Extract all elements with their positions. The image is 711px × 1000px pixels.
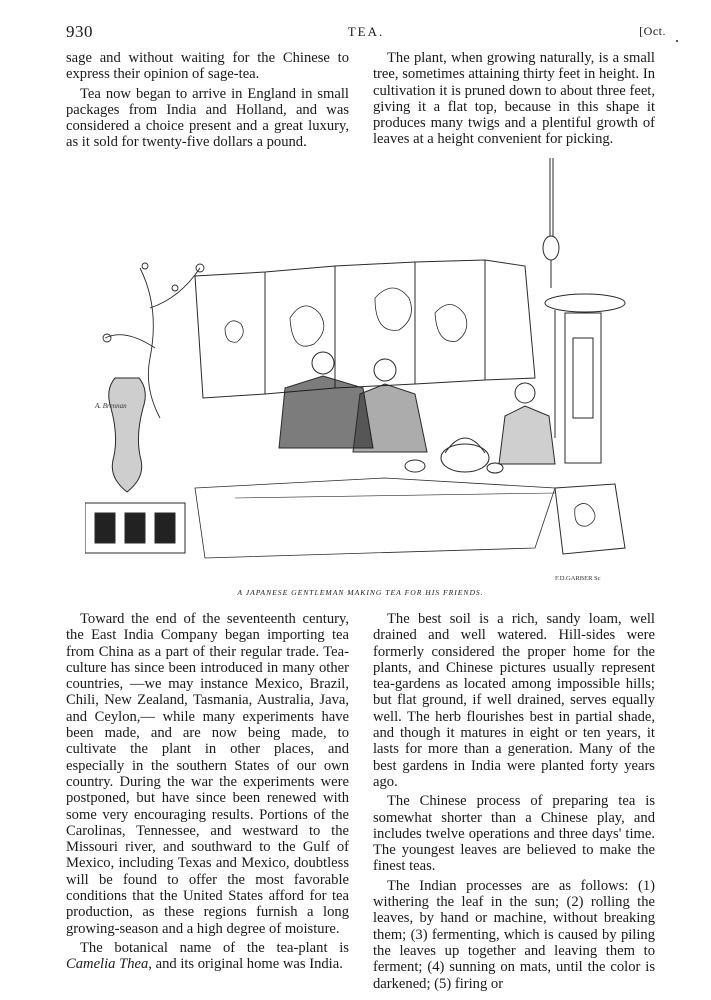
page-number: 930 xyxy=(66,22,93,41)
column-bottom-right xyxy=(373,611,655,992)
paragraph-soil: The best soil is a rich, sandy loam, well drained and well watered. Hill-sides were formerly considered the proper home for the plants, and Chinese pictures usually represent tea-gardens as located among impossible hills; but flat ground, if well drained, serves equally well. The herb flourishes best in partial shade, and though it matures in eight or ten years, it lasts for more than a generation. Many of the best gardens in India were planted forty years ago. xyxy=(373,611,655,790)
kneeling-host xyxy=(499,383,555,464)
print-speck xyxy=(676,40,678,42)
running-title: TEA. xyxy=(347,24,385,39)
engraver-signature: F.D.GARBER Sc xyxy=(555,575,601,582)
illustration-caption: A JAPANESE GENTLEMAN MAKING TEA FOR HIS FRIENDS. xyxy=(237,588,484,597)
tea-ceremony-engraving xyxy=(85,148,630,586)
seated-guest xyxy=(353,359,427,452)
paragraph-botanical-name: The botanical name of the tea-plant is Camelia Thea, and its original home was India. xyxy=(66,939,349,973)
paragraph-east-india-company: Toward the end of the seventeenth century, the East India Company began importing tea from China as a part of their regular trade. Tea-culture has since been introduced in many other countries, —we may instance Mexico, Brazil, Chili, New Zealand, Tasmania, Australia, Java, and Ceylon,— while many experiments have been made, and are now being made, to cultivate the plant in other places, and especially in the southern States of our own country. During the war the experiments were postponed, but have since been renewed with some very encouraging results. Portions of the Carolinas, Tennessee, and westward to the Missouri river, and southward to the Gulf of Mexico, including Texas and Mexico, doubtless will be found to offer the most favorable conditions that the United States afford for tea production, as these regions furnish a long growing-season and a high degree of moisture. xyxy=(66,611,349,937)
paragraph-sage-tea: sage and without waiting for the Chinese to express their opinion of sage-tea. xyxy=(66,50,349,83)
column-top-right xyxy=(373,50,655,148)
running-header xyxy=(66,22,666,44)
paragraph-chinese-process: The Chinese process of preparing tea is somewhat shorter than a Chinese play, and includes twelve operations and three days' time. The youngest leaves are believed to make the finest teas. xyxy=(373,793,655,875)
column-top-left xyxy=(66,50,349,151)
folding-screen xyxy=(195,260,535,398)
paragraph-indian-process: The Indian processes are as follows: (1) withering the leaf in the sun; (2) rolling the leaves, by hand or machine, without breaking them; (3) fermenting, which is caused by piling the leaves up together and leaving them to ferment; (4) sunning on mats, until the color is darkened; (5) firing or xyxy=(373,877,655,992)
issue-month: [Oct. xyxy=(639,24,666,38)
column-bottom-left xyxy=(66,611,349,973)
artist-signature: A. Brennan xyxy=(95,402,127,410)
lacquer-cabinet xyxy=(555,484,625,554)
floor-mat xyxy=(195,478,555,558)
lantern-stand xyxy=(545,294,625,463)
paragraph-england-import: Tea now began to arrive in England in small packages from India and Holland, and was considered a choice present and a great luxury, as it sold for twenty-five dollars a pound. xyxy=(66,85,349,151)
paragraph-plant-growth: The plant, when growing naturally, is a small tree, sometimes attaining thirty feet in height. In cultivation it is pruned down to about three feet, giving it a flat top, because in this shape it produces many twigs and a plentiful growth of leaves at a height convenient for picking. xyxy=(373,50,655,148)
hanging-ornament xyxy=(543,158,559,288)
botanical-name: Camelia Thea xyxy=(66,956,149,973)
